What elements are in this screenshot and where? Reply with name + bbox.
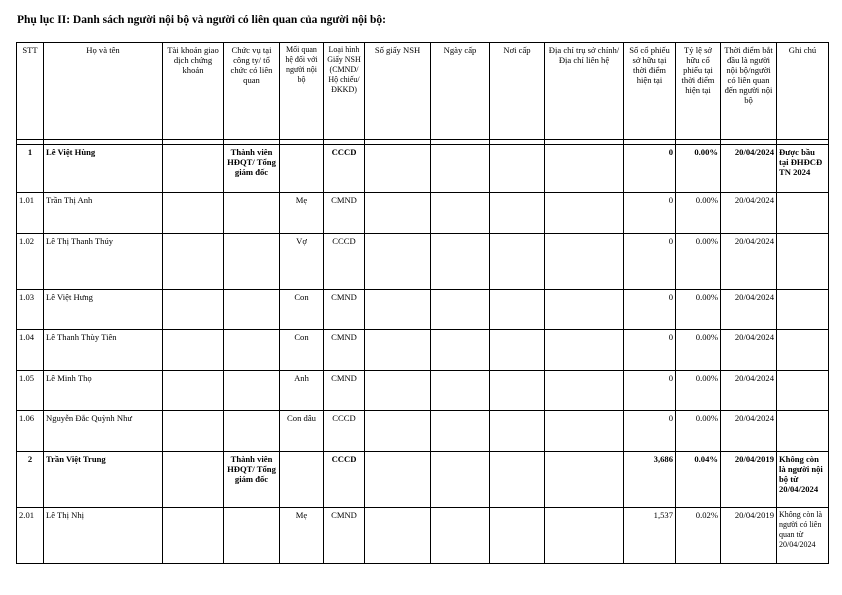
cell-id-no bbox=[365, 411, 431, 452]
insider-table bbox=[16, 42, 829, 564]
cell-name: Lê Thanh Thùy Tiên bbox=[44, 330, 163, 371]
cell-stt: 1 bbox=[17, 145, 44, 193]
table-row bbox=[17, 411, 829, 452]
cell-position bbox=[224, 193, 280, 234]
cell-issue-place bbox=[490, 452, 545, 508]
cell-shares: 0 bbox=[624, 371, 676, 411]
cell-shares: 3,686 bbox=[624, 452, 676, 508]
header-id-type: Loại hình Giấy NSH (CMND/ Hộ chiếu/ ĐKKD) bbox=[324, 43, 365, 140]
cell-account bbox=[163, 452, 224, 508]
cell-ratio: 0.00% bbox=[676, 330, 721, 371]
header-account: Tài khoản giao dịch chứng khoán bbox=[163, 43, 224, 140]
cell-note bbox=[777, 411, 829, 452]
cell-relation: Con bbox=[280, 290, 324, 330]
cell-account bbox=[163, 290, 224, 330]
cell-name: Lê Việt Hùng bbox=[44, 145, 163, 193]
cell-ratio: 0.00% bbox=[676, 371, 721, 411]
cell-id-no bbox=[365, 371, 431, 411]
cell-relation bbox=[280, 452, 324, 508]
cell-stt: 1.02 bbox=[17, 234, 44, 290]
cell-position: Thành viên HĐQT/ Tổng giám đốc bbox=[224, 452, 280, 508]
cell-address bbox=[545, 452, 624, 508]
cell-start: 20/04/2024 bbox=[721, 193, 777, 234]
cell-position bbox=[224, 371, 280, 411]
table-row bbox=[17, 508, 829, 564]
cell-relation: Vợ bbox=[280, 234, 324, 290]
cell-note bbox=[777, 290, 829, 330]
header-id-no: Số giấy NSH bbox=[365, 43, 431, 140]
header-issue-place: Nơi cấp bbox=[490, 43, 545, 140]
cell-issue-place bbox=[490, 290, 545, 330]
header-address: Địa chỉ trụ sở chính/Địa chỉ liên hệ bbox=[545, 43, 624, 140]
table-row bbox=[17, 330, 829, 371]
cell-ratio: 0.00% bbox=[676, 234, 721, 290]
cell-account bbox=[163, 508, 224, 564]
cell-relation: Con bbox=[280, 330, 324, 371]
cell-id-type: CCCD bbox=[324, 411, 365, 452]
cell-address bbox=[545, 290, 624, 330]
cell-shares: 0 bbox=[624, 234, 676, 290]
cell-name: Lê Việt Hưng bbox=[44, 290, 163, 330]
cell-id-type: CCCD bbox=[324, 452, 365, 508]
cell-shares: 0 bbox=[624, 193, 676, 234]
header-stt: STT bbox=[17, 43, 44, 140]
cell-position bbox=[224, 234, 280, 290]
cell-shares: 0 bbox=[624, 330, 676, 371]
cell-address bbox=[545, 371, 624, 411]
cell-start: 20/04/2024 bbox=[721, 330, 777, 371]
cell-start: 20/04/2024 bbox=[721, 371, 777, 411]
cell-address bbox=[545, 145, 624, 193]
cell-relation bbox=[280, 145, 324, 193]
cell-relation: Anh bbox=[280, 371, 324, 411]
cell-stt: 1.04 bbox=[17, 330, 44, 371]
cell-issue-place bbox=[490, 508, 545, 564]
cell-stt: 2.01 bbox=[17, 508, 44, 564]
cell-issue-place bbox=[490, 234, 545, 290]
cell-name: Lê Thị Thanh Thúy bbox=[44, 234, 163, 290]
cell-note bbox=[777, 234, 829, 290]
cell-id-type: CMND bbox=[324, 290, 365, 330]
cell-id-no bbox=[365, 193, 431, 234]
header-name: Họ và tên bbox=[44, 43, 163, 140]
cell-account bbox=[163, 371, 224, 411]
header-row bbox=[17, 43, 829, 140]
cell-position bbox=[224, 330, 280, 371]
cell-shares: 0 bbox=[624, 411, 676, 452]
table-row bbox=[17, 371, 829, 411]
cell-start: 20/04/2019 bbox=[721, 452, 777, 508]
cell-start: 20/04/2024 bbox=[721, 145, 777, 193]
table-row bbox=[17, 234, 829, 290]
cell-issue-date bbox=[431, 193, 490, 234]
cell-id-no bbox=[365, 452, 431, 508]
cell-stt: 1.05 bbox=[17, 371, 44, 411]
cell-id-no bbox=[365, 290, 431, 330]
cell-ratio: 0.00% bbox=[676, 290, 721, 330]
table-row bbox=[17, 290, 829, 330]
cell-issue-place bbox=[490, 330, 545, 371]
table-row bbox=[17, 193, 829, 234]
cell-account bbox=[163, 234, 224, 290]
cell-account bbox=[163, 193, 224, 234]
header-position: Chức vụ tại công ty/ tổ chức có liên quan bbox=[224, 43, 280, 140]
cell-ratio: 0.02% bbox=[676, 508, 721, 564]
table-row bbox=[17, 452, 829, 508]
cell-name: Lê Thị Nhị bbox=[44, 508, 163, 564]
cell-id-type: CMND bbox=[324, 508, 365, 564]
cell-note bbox=[777, 371, 829, 411]
cell-stt: 2 bbox=[17, 452, 44, 508]
cell-shares: 1,537 bbox=[624, 508, 676, 564]
cell-account bbox=[163, 145, 224, 193]
cell-issue-date bbox=[431, 452, 490, 508]
cell-stt: 1.01 bbox=[17, 193, 44, 234]
header-shares: Số cổ phiếu sở hữu tại thời điểm hiện tại bbox=[624, 43, 676, 140]
cell-id-type: CMND bbox=[324, 371, 365, 411]
cell-id-type: CMND bbox=[324, 193, 365, 234]
cell-note: Được bầu tại ĐHĐCĐ TN 2024 bbox=[777, 145, 829, 193]
cell-issue-date bbox=[431, 290, 490, 330]
cell-note: Không còn là người có liên quan từ 20/04/2024 bbox=[777, 508, 829, 564]
cell-position bbox=[224, 508, 280, 564]
cell-start: 20/04/2024 bbox=[721, 234, 777, 290]
header-ratio: Tỷ lệ sở hữu cổ phiếu tại thời điểm hiện tại bbox=[676, 43, 721, 140]
cell-issue-date bbox=[431, 371, 490, 411]
cell-issue-date bbox=[431, 234, 490, 290]
cell-position: Thành viên HĐQT/ Tổng giám đốc bbox=[224, 145, 280, 193]
table-row bbox=[17, 145, 829, 193]
cell-address bbox=[545, 193, 624, 234]
cell-relation: Mẹ bbox=[280, 508, 324, 564]
cell-id-no bbox=[365, 234, 431, 290]
cell-address bbox=[545, 234, 624, 290]
cell-id-no bbox=[365, 145, 431, 193]
header-issue-date: Ngày cấp bbox=[431, 43, 490, 140]
page-title: Phụ lục II: Danh sách người nội bộ và người có liên quan của người nội bộ: bbox=[17, 14, 386, 26]
cell-name: Trần Việt Trung bbox=[44, 452, 163, 508]
cell-id-no bbox=[365, 330, 431, 371]
cell-account bbox=[163, 330, 224, 371]
cell-ratio: 0.00% bbox=[676, 145, 721, 193]
header-note: Ghi chú bbox=[777, 43, 829, 140]
cell-id-type: CCCD bbox=[324, 234, 365, 290]
cell-id-type: CCCD bbox=[324, 145, 365, 193]
cell-name: Nguyễn Đắc Quỳnh Như bbox=[44, 411, 163, 452]
cell-address bbox=[545, 508, 624, 564]
header-relation: Mối quan hệ đối với người nội bộ bbox=[280, 43, 324, 140]
cell-shares: 0 bbox=[624, 145, 676, 193]
cell-ratio: 0.00% bbox=[676, 193, 721, 234]
cell-issue-date bbox=[431, 411, 490, 452]
cell-name: Trần Thị Anh bbox=[44, 193, 163, 234]
cell-ratio: 0.00% bbox=[676, 411, 721, 452]
cell-ratio: 0.04% bbox=[676, 452, 721, 508]
cell-stt: 1.06 bbox=[17, 411, 44, 452]
cell-issue-place bbox=[490, 193, 545, 234]
cell-note bbox=[777, 330, 829, 371]
cell-issue-date bbox=[431, 508, 490, 564]
cell-relation: Con dâu bbox=[280, 411, 324, 452]
header-start: Thời điểm bắt đầu là người nội bộ/người có liên quan đến người nội bộ bbox=[721, 43, 777, 140]
cell-position bbox=[224, 411, 280, 452]
cell-id-no bbox=[365, 508, 431, 564]
cell-issue-date bbox=[431, 330, 490, 371]
cell-relation: Mẹ bbox=[280, 193, 324, 234]
cell-start: 20/04/2024 bbox=[721, 290, 777, 330]
cell-issue-place bbox=[490, 371, 545, 411]
cell-start: 20/04/2024 bbox=[721, 411, 777, 452]
cell-issue-place bbox=[490, 411, 545, 452]
cell-address bbox=[545, 330, 624, 371]
cell-account bbox=[163, 411, 224, 452]
table-body bbox=[17, 140, 829, 564]
cell-position bbox=[224, 290, 280, 330]
cell-note: Không còn là người nội bộ từ 20/04/2024 bbox=[777, 452, 829, 508]
cell-address bbox=[545, 411, 624, 452]
cell-id-type: CMND bbox=[324, 330, 365, 371]
cell-stt: 1.03 bbox=[17, 290, 44, 330]
cell-issue-date bbox=[431, 145, 490, 193]
cell-shares: 0 bbox=[624, 290, 676, 330]
cell-issue-place bbox=[490, 145, 545, 193]
cell-note bbox=[777, 193, 829, 234]
cell-start: 20/04/2019 bbox=[721, 508, 777, 564]
cell-name: Lê Minh Thọ bbox=[44, 371, 163, 411]
